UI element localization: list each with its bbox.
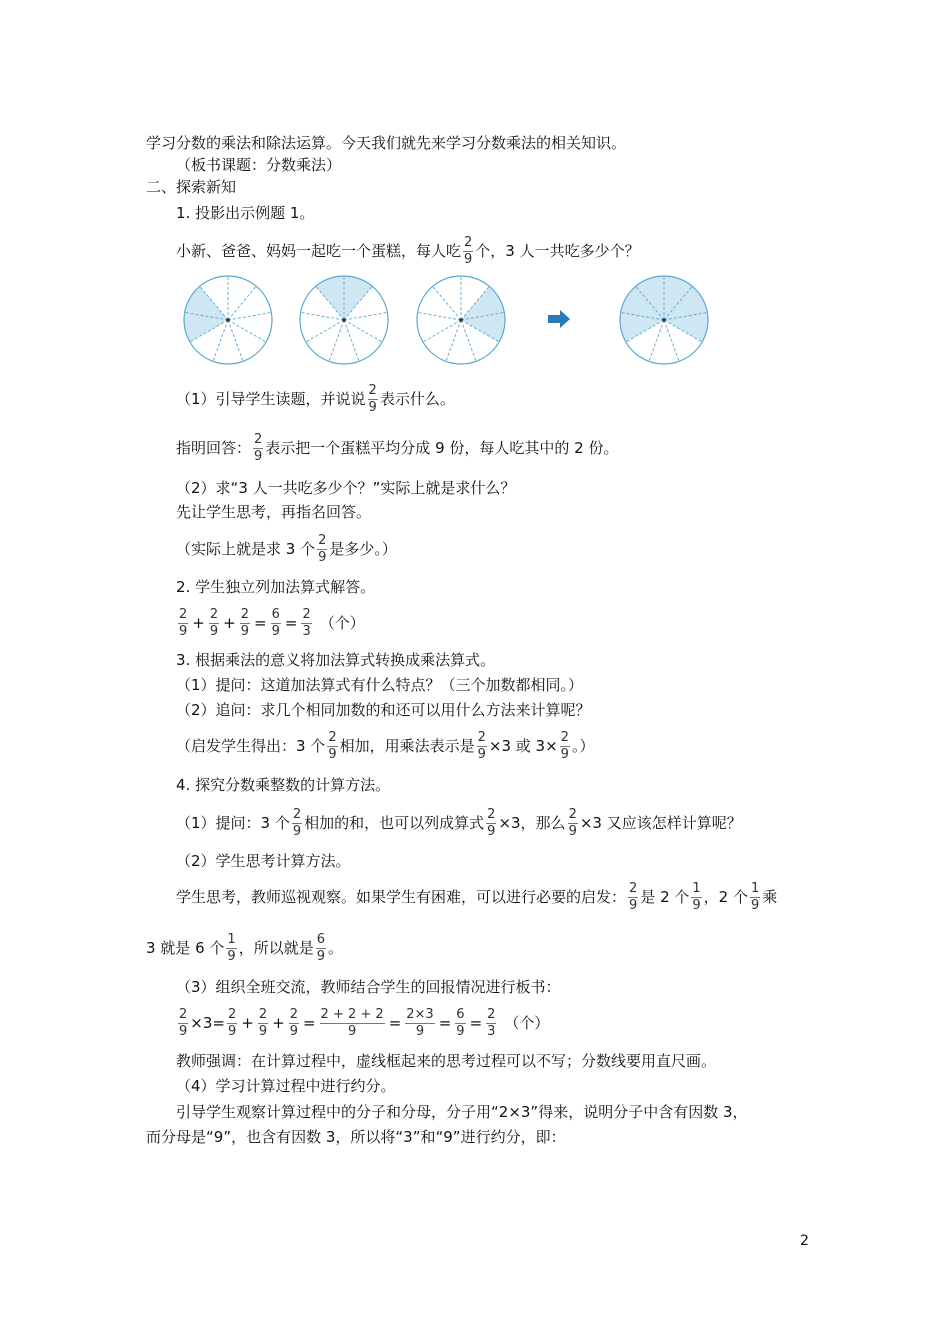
cake-diagram bbox=[176, 272, 716, 370]
page-number: 2 bbox=[800, 1233, 809, 1249]
instruction-think: 先让学生思考，再指名回答。 bbox=[176, 503, 372, 521]
sector-divider bbox=[329, 320, 344, 361]
step-3: 3. 根据乘法的意义将加法算式转换成乘法算式。 bbox=[176, 651, 496, 669]
question-2: （2）求“3 人一共吃多少个？”实际上就是求什么？ bbox=[176, 479, 516, 497]
question-5: （1）提问：3 个 $\frac{2}{9}$ 相加的和，也可以列成算式 $\frac{2}{9}$ ×3，那么 $\frac{2}{9}$ ×3 又应该怎样计算呢？ bbox=[176, 806, 742, 839]
sector-divider bbox=[344, 312, 387, 320]
answer-1: 指明回答： $\frac{2}{9}$ 表示把一个蛋糕平均分成 9 份，每人吃其中的 2 份。 bbox=[176, 431, 619, 464]
cake-person-1 bbox=[184, 276, 272, 364]
sector-divider bbox=[433, 286, 461, 320]
cake-center bbox=[459, 318, 463, 322]
question-1: （1）引导学生读题，并说说 $\frac{2}{9}$ 表示什么。 bbox=[176, 382, 455, 415]
paragraph-intro: 学习分数的乘法和除法运算。今天我们就先来学习分数乘法的相关知识。 bbox=[146, 134, 627, 152]
paragraph-reduce: 引导学生观察计算过程中的分子和分母，分子用“2×3”得来，说明分子中含有因数 3， bbox=[176, 1103, 748, 1121]
sector-divider bbox=[344, 320, 359, 361]
answer-3: （启发学生得出：3 个 $\frac{2}{9}$ 相加，用乘法表示是 $\frac{2}{9}$ ×3 或 3× $\frac{2}{9}$ 。） bbox=[176, 729, 595, 762]
sector-divider bbox=[306, 320, 344, 342]
cake-total bbox=[620, 276, 708, 364]
fraction-2-9: $\frac{2}{9}$ bbox=[464, 234, 473, 267]
section-heading: 二、探索新知 bbox=[146, 178, 237, 196]
teacher-emphasis: 教师强调：在计算过程中，虚线框起来的思考过程可以不写；分数线要用直尺画。 bbox=[176, 1052, 717, 1070]
sector-divider bbox=[228, 320, 243, 361]
cake-center bbox=[662, 318, 666, 322]
sector-divider bbox=[344, 320, 382, 342]
question-6: （2）学生思考计算方法。 bbox=[176, 852, 351, 870]
step-2: 2. 学生独立列加法算式解答。 bbox=[176, 578, 376, 596]
sector-divider bbox=[228, 286, 256, 320]
paragraph-reduce-continued: 而分母是“9”，也含有因数 3，所以将“3”和“9”进行约分，即： bbox=[146, 1128, 566, 1146]
cake-person-2 bbox=[300, 276, 388, 364]
sector-divider bbox=[423, 320, 461, 342]
example-problem: 小新、爸爸、妈妈一起吃一个蛋糕，每人吃 $\frac{2}{9}$ 个，3 人一共吃多少个？ bbox=[176, 234, 640, 267]
cake-person-3 bbox=[417, 276, 505, 364]
sector-divider bbox=[418, 312, 461, 320]
question-7: （3）组织全班交流，教师结合学生的回报情况进行板书： bbox=[176, 978, 561, 996]
sector-divider bbox=[301, 312, 344, 320]
question-3: （1）提问：这道加法算式有什么特点？（三个加数都相同。） bbox=[176, 676, 584, 694]
step-4: 4. 探究分数乘整数的计算方法。 bbox=[176, 776, 391, 794]
fraction-2-9: $\frac{2}{9}$ bbox=[254, 431, 263, 464]
fraction-2-9: $\frac{2}{9}$ bbox=[318, 532, 327, 565]
sector-divider bbox=[228, 312, 271, 320]
cake-center bbox=[342, 318, 346, 322]
addition-equation: $\frac{2}{9}$ + $\frac{2}{9}$ + $\frac{2}{9}$ = $\frac{6}{9}$ = $\frac{2}{3}$ （个） bbox=[179, 606, 365, 639]
board-title: （板书课题：分数乘法） bbox=[176, 156, 342, 174]
answer-2: （实际上就是求 3 个 $\frac{2}{9}$ 是多少。） bbox=[176, 532, 397, 565]
cake-center bbox=[226, 318, 230, 322]
sector-divider bbox=[228, 320, 266, 342]
board-equation: $\frac{2}{9}$ ×3= $\frac{2}{9}$ + $\frac{2}{9}$ + $\frac{2}{9}$ = $\frac{2 + 2 + 2}{9}$ = $\frac{2\times 3}{9}$ = $\frac{6}{9}$ = $\frac{2}{3}$ （个） bbox=[179, 1006, 550, 1039]
hint-continued: 3 就是 6 个 $\frac{1}{9}$ ，所以就是 $\frac{6}{9}$ 。 bbox=[146, 931, 343, 964]
question-8: （4）学习计算过程中进行约分。 bbox=[176, 1077, 396, 1095]
question-4: （2）追问：求几个相同加数的和还可以用什么方法来计算呢？ bbox=[176, 701, 591, 719]
hint-paragraph: 学生思考，教师巡视观察。如果学生有困难，可以进行必要的启发： $\frac{2}{9}$ 是 2 个 $\frac{1}{9}$ ，2 个 $\frac{1}{9}$ 乘 bbox=[176, 880, 778, 913]
fraction-2-9: $\frac{2}{9}$ bbox=[368, 382, 377, 415]
step-1: 1. 投影出示例题 1。 bbox=[176, 204, 315, 222]
sector-divider bbox=[446, 320, 461, 361]
arrow-right-icon bbox=[548, 310, 570, 328]
